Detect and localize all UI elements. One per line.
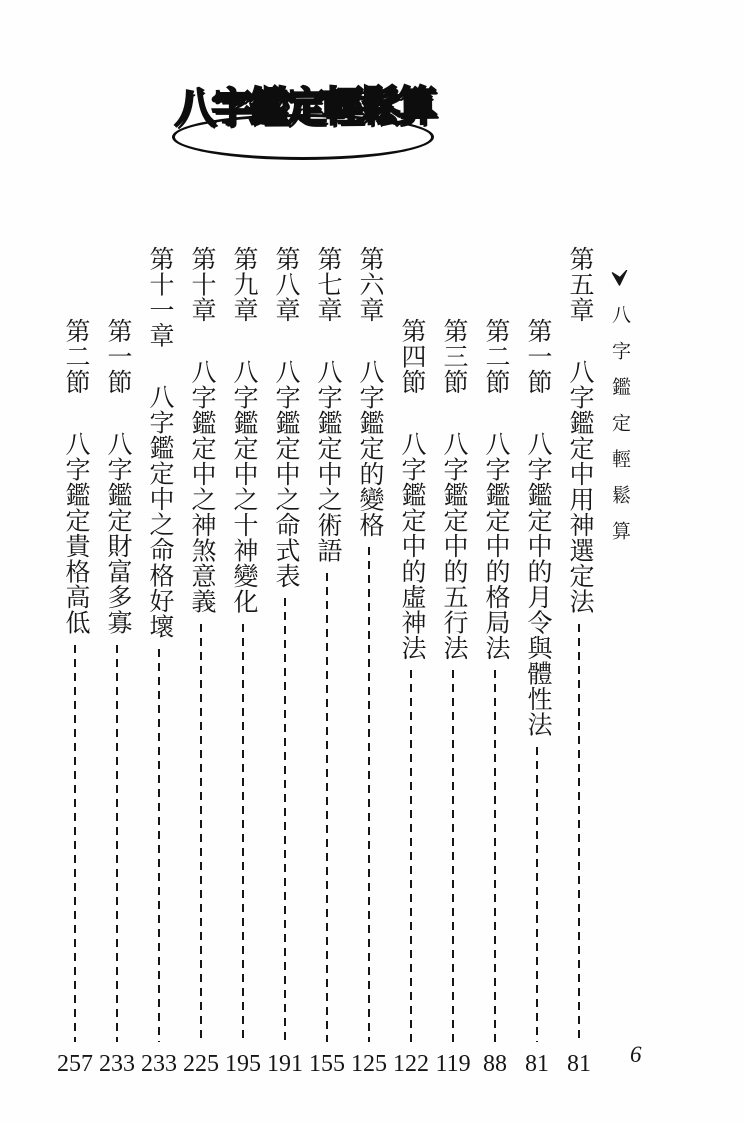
toc-entry — [57, 246, 93, 1078]
toc-entry-title: 八字鑑定中的月令與體性法 — [524, 430, 551, 737]
folio-page-number: 6 — [630, 1042, 642, 1067]
toc-page-number: 225 — [183, 1051, 219, 1077]
toc-entry-title: 八字鑑定中的虛神法 — [398, 430, 425, 660]
toc-entry-title: 八字鑑定貴格高低 — [62, 430, 89, 635]
toc-page-number: 233 — [141, 1051, 177, 1077]
toc-entry-title: 八字鑑定財富多寡 — [104, 430, 131, 635]
dotted-leader — [116, 645, 118, 1043]
toc-entry-text — [270, 246, 300, 588]
toc-entry-text — [60, 246, 90, 635]
dotted-leader — [452, 670, 454, 1042]
toc-entry-label: 第一節 — [524, 318, 551, 395]
running-header — [606, 246, 632, 1078]
toc-page-number: 233 — [99, 1051, 135, 1077]
toc-entry-label: 第三節 — [440, 318, 467, 395]
dotted-leader — [326, 573, 328, 1043]
toc-page-number: 257 — [57, 1051, 93, 1077]
running-header-text: 八字鑑定輕鬆算 — [609, 305, 630, 557]
toc-entry-label: 第一節 — [104, 318, 131, 395]
toc-entry — [435, 246, 471, 1078]
dotted-leader — [368, 547, 370, 1042]
toc-entry — [522, 246, 552, 1078]
toc-entry-title: 八字鑑定中之命式表 — [272, 358, 299, 588]
toc-entry-label: 第七章 — [314, 246, 341, 323]
dotted-leader — [200, 624, 202, 1043]
dotted-leader — [578, 624, 580, 1043]
checkmark-arrow-icon — [611, 270, 628, 287]
toc-page-number: 88 — [483, 1051, 507, 1077]
toc-entry-text — [228, 246, 258, 614]
toc — [57, 246, 632, 1078]
toc-entry-label: 第二節 — [62, 318, 89, 395]
toc-entry-text — [102, 246, 132, 635]
dotted-leader — [158, 649, 160, 1042]
dotted-leader — [536, 747, 538, 1043]
dotted-leader — [242, 624, 244, 1043]
toc-entry-text — [354, 246, 384, 537]
toc-entry-label: 第五章 — [566, 246, 593, 323]
book-logo — [170, 76, 442, 160]
toc-entry-title: 八字鑑定中的五行法 — [440, 430, 467, 660]
toc-entry-text — [480, 246, 510, 660]
toc-entry-label: 第二節 — [482, 318, 509, 395]
toc-entry — [183, 246, 219, 1078]
toc-entry-text — [396, 246, 426, 660]
dotted-leader — [494, 670, 496, 1042]
toc-entry-text — [438, 246, 468, 660]
toc-entry — [351, 246, 387, 1078]
toc-entry — [564, 246, 594, 1078]
toc-entry-label: 第十一章 — [146, 246, 173, 348]
toc-entry-text — [186, 246, 216, 614]
toc-page-number: 155 — [309, 1051, 345, 1077]
toc-entry — [225, 246, 261, 1078]
toc-entry-title: 八字鑑定中的格局法 — [482, 430, 509, 660]
toc-page-number: 81 — [525, 1051, 549, 1077]
toc-entry-title: 八字鑑定中用神選定法 — [566, 358, 593, 614]
dotted-leader — [284, 598, 286, 1042]
toc-entry-text — [522, 246, 552, 737]
toc-entry — [99, 246, 135, 1078]
logo-title: 八字鑑定輕鬆算 — [174, 82, 434, 132]
toc-entry-title: 八字鑑定的變格 — [356, 358, 383, 537]
toc-page-number: 81 — [567, 1051, 591, 1077]
toc-entry-title: 八字鑑定中之十神變化 — [230, 358, 257, 614]
toc-page-number: 125 — [351, 1051, 387, 1077]
toc-entry-text — [312, 246, 342, 563]
toc-entry-label: 第十章 — [188, 246, 215, 323]
toc-entry-label: 第六章 — [356, 246, 383, 323]
toc-entry-label: 第八章 — [272, 246, 299, 323]
toc-entry — [309, 246, 345, 1078]
toc-page-number: 191 — [267, 1051, 303, 1077]
toc-entry-title: 八字鑑定中之神煞意義 — [188, 358, 215, 614]
toc-entry — [267, 246, 303, 1078]
toc-entry-title: 八字鑑定中之術語 — [314, 358, 341, 563]
toc-page-number: 119 — [435, 1051, 471, 1077]
dotted-leader — [74, 645, 76, 1043]
toc-entry-title: 八字鑑定中之命格好壞 — [146, 384, 173, 639]
toc-page-number: 195 — [225, 1051, 261, 1077]
toc-entry-label: 第九章 — [230, 246, 257, 323]
toc-entry-text — [564, 246, 594, 614]
toc-entry-label: 第四節 — [398, 318, 425, 395]
toc-entry — [141, 246, 177, 1078]
toc-entry — [393, 246, 429, 1078]
dotted-leader — [410, 670, 412, 1042]
toc-page-number: 122 — [393, 1051, 429, 1077]
toc-entry-text — [144, 246, 174, 639]
toc-entry — [480, 246, 510, 1078]
